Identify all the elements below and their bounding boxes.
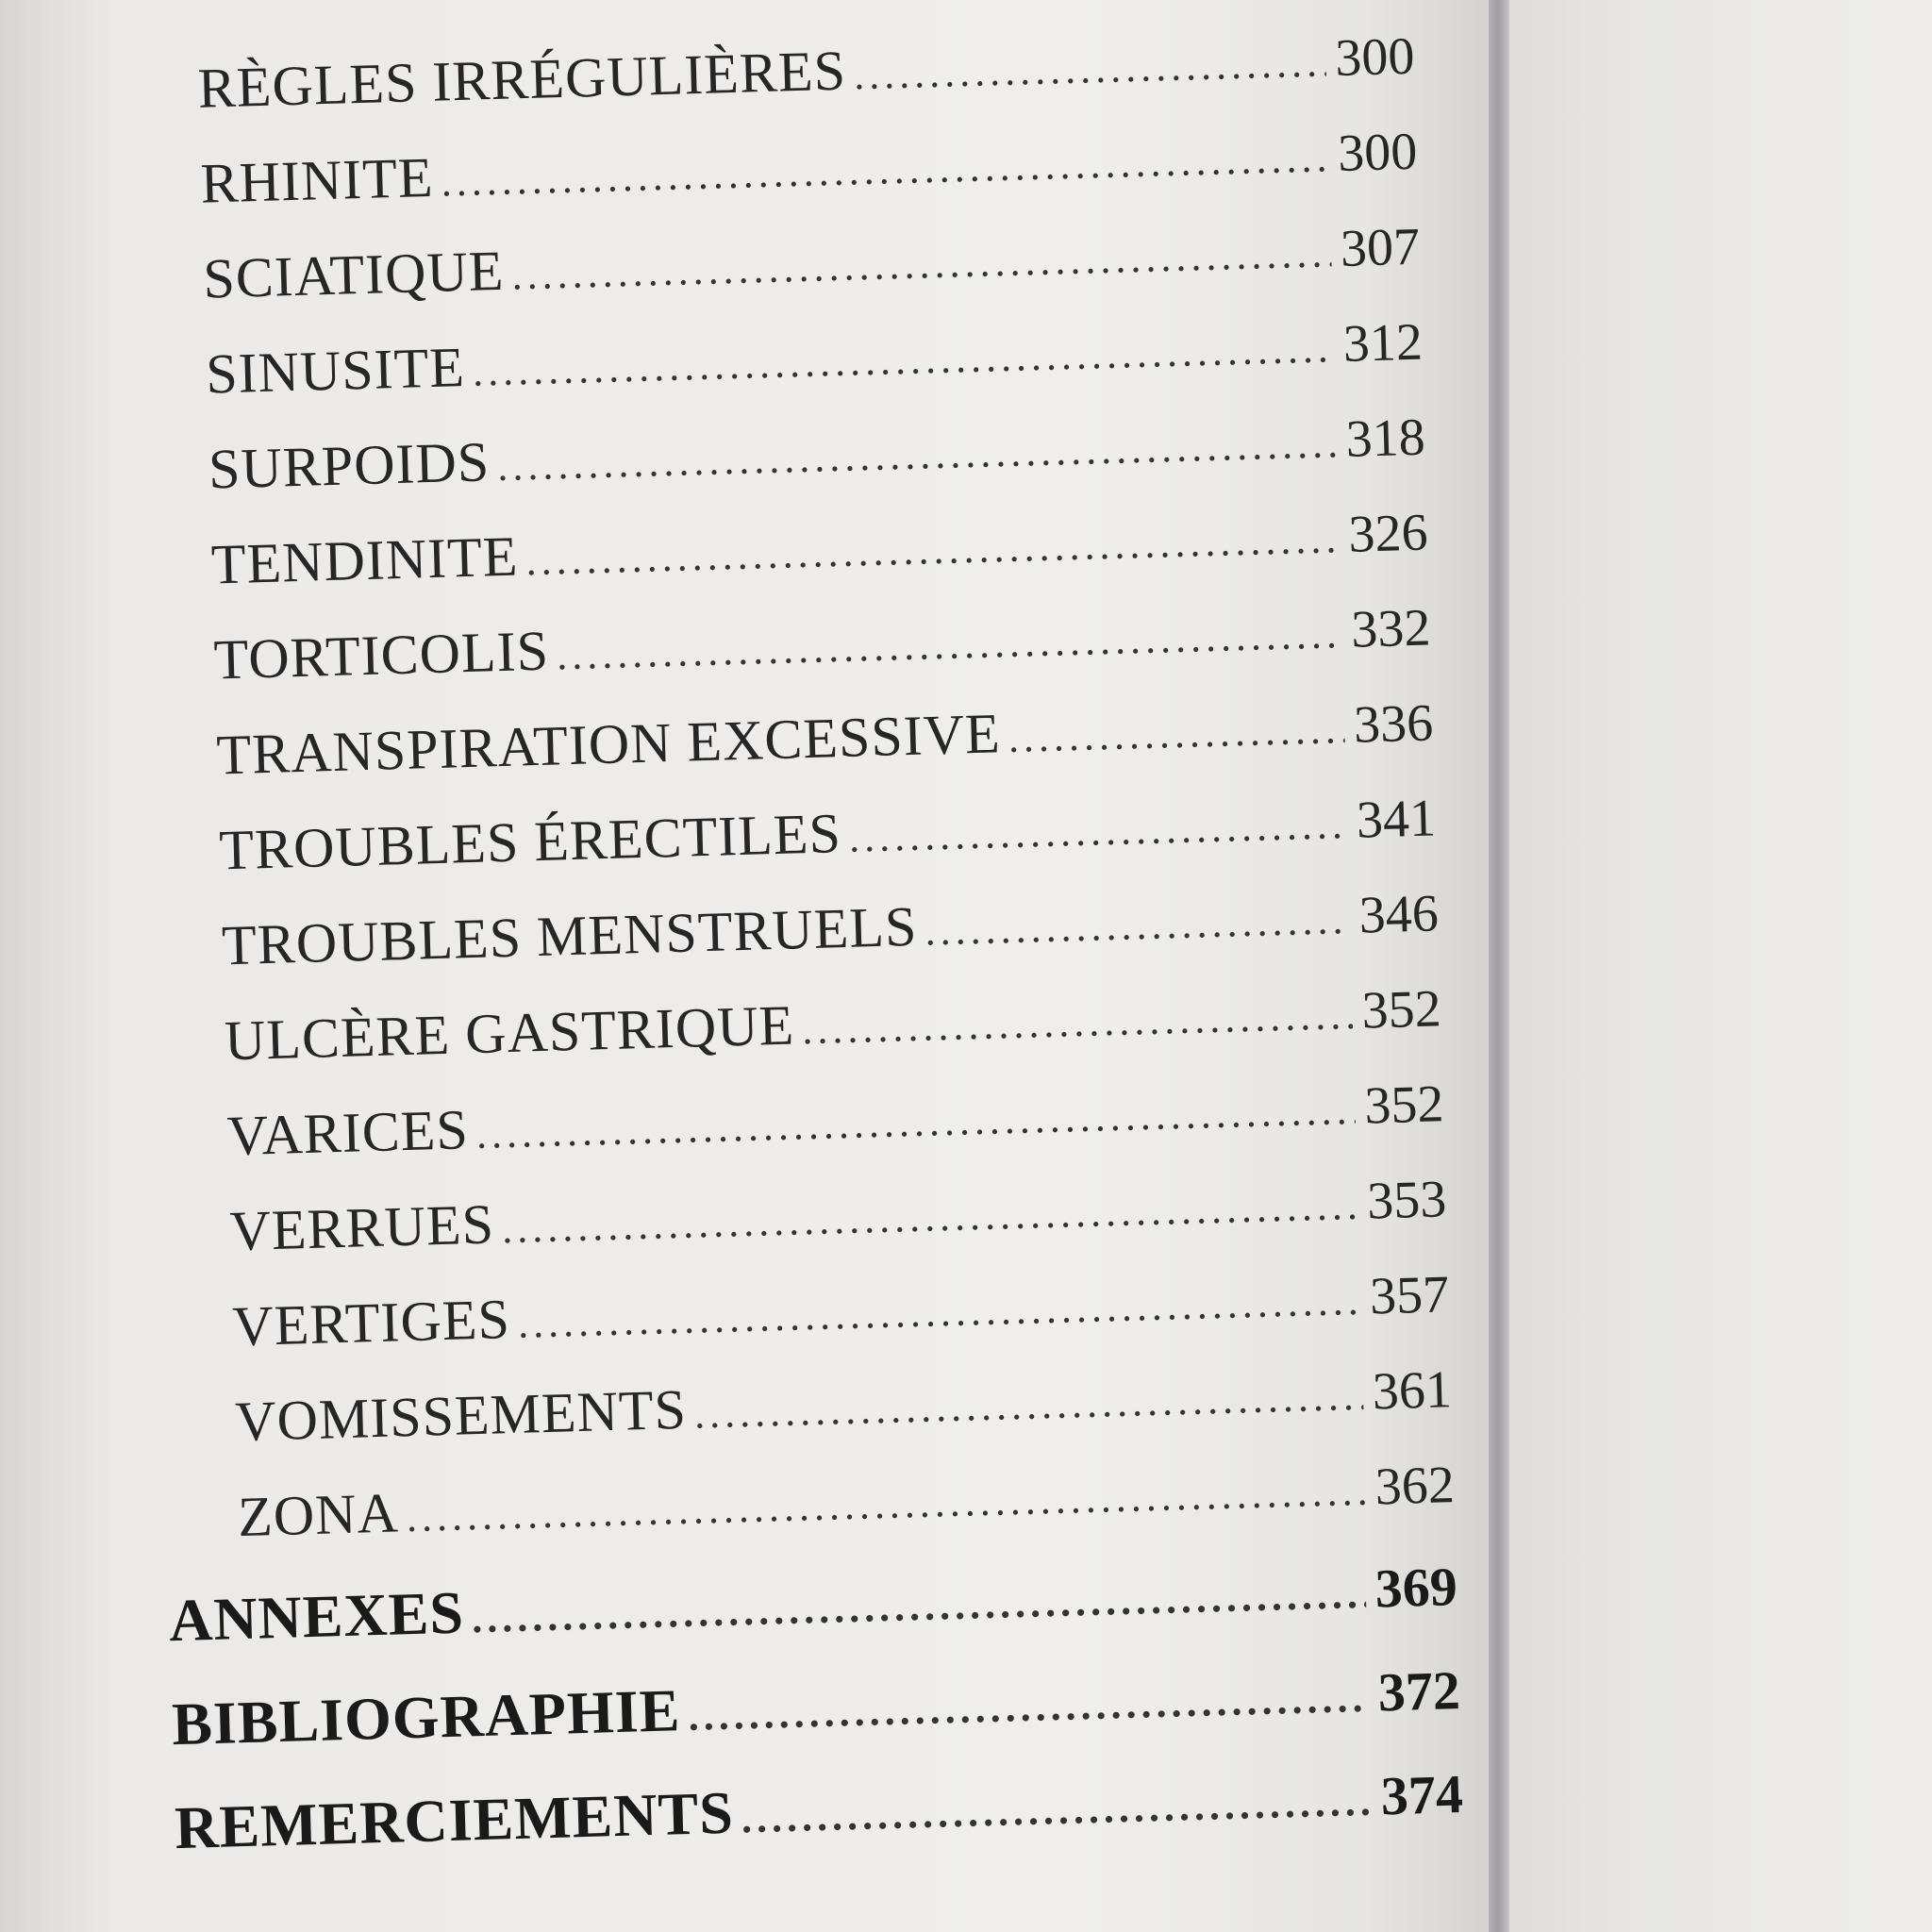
section-title: BIBLIOGRAPHIE xyxy=(171,1676,682,1758)
entry-page-number: 300 xyxy=(1337,122,1419,183)
dot-leader xyxy=(802,991,1354,1054)
entry-page-number: 361 xyxy=(1372,1360,1453,1422)
dot-leader xyxy=(471,1570,1366,1642)
entry-title: VERRUES xyxy=(228,1192,495,1263)
entry-page-number: 312 xyxy=(1342,312,1424,374)
toc-entry[interactable] xyxy=(216,689,1434,788)
toc-entry[interactable] xyxy=(234,1356,1452,1455)
toc-entry[interactable] xyxy=(232,1260,1450,1359)
entry-page-number: 352 xyxy=(1360,979,1442,1041)
toc-entry[interactable] xyxy=(229,1165,1447,1264)
entry-page-number: 336 xyxy=(1353,693,1434,755)
entry-page-number: 357 xyxy=(1369,1265,1450,1326)
entry-title: SCIATIQUE xyxy=(202,239,506,310)
toc-section[interactable] xyxy=(174,1757,1464,1863)
entry-page-number: 307 xyxy=(1340,217,1421,278)
entry-page-number: 326 xyxy=(1347,503,1429,564)
toc-section[interactable] xyxy=(171,1654,1461,1759)
dot-leader xyxy=(406,1467,1366,1541)
dot-leader xyxy=(556,609,1342,679)
toc-entry[interactable] xyxy=(205,308,1423,408)
entry-title: ULCÈRE GASTRIQUE xyxy=(224,993,796,1073)
section-page-number: 372 xyxy=(1376,1659,1461,1724)
toc-entry[interactable] xyxy=(237,1451,1455,1550)
entry-title: SINUSITE xyxy=(205,335,466,406)
toc-section[interactable] xyxy=(168,1550,1458,1656)
dot-leader xyxy=(525,514,1341,585)
entry-title: RHINITE xyxy=(199,145,435,215)
entry-page-number: 341 xyxy=(1356,789,1437,850)
entry-title: TROUBLES ÉRECTILES xyxy=(218,802,842,882)
toc-entry[interactable] xyxy=(224,974,1441,1074)
toc-entry[interactable] xyxy=(226,1070,1444,1169)
toc-entry[interactable] xyxy=(221,879,1439,978)
section-title: REMERCIEMENTS xyxy=(174,1778,735,1862)
entry-title: TRANSPIRATION EXCESSIVE xyxy=(215,702,1002,787)
toc-entry[interactable] xyxy=(200,118,1418,217)
entry-title: VARICES xyxy=(225,1098,470,1168)
dot-leader xyxy=(741,1777,1373,1843)
dot-leader xyxy=(853,38,1326,99)
entry-page-number: 318 xyxy=(1344,408,1426,469)
toc-entry[interactable] xyxy=(213,593,1431,692)
entry-title: SURPOIDS xyxy=(208,430,491,501)
toc-entry[interactable] xyxy=(208,404,1425,503)
entry-title: TENDINITE xyxy=(210,525,520,596)
dot-leader xyxy=(924,895,1351,956)
dot-leader xyxy=(501,1181,1358,1253)
dot-leader xyxy=(517,1276,1361,1348)
page-edge xyxy=(1489,0,1509,1932)
toc-entry[interactable] xyxy=(218,784,1436,883)
section-page-number: 374 xyxy=(1379,1762,1464,1827)
entry-title: VERTIGES xyxy=(231,1288,511,1358)
background-surface xyxy=(1509,0,1932,1932)
entry-title: RÈGLES IRRÉGULIÈRES xyxy=(196,39,847,120)
section-title: ANNEXES xyxy=(168,1578,465,1655)
toc-entry[interactable] xyxy=(197,23,1415,122)
toc-entry[interactable] xyxy=(203,213,1421,312)
entry-page-number: 300 xyxy=(1334,26,1416,89)
dot-leader xyxy=(441,133,1329,206)
entry-page-number: 346 xyxy=(1357,884,1440,945)
dot-leader xyxy=(848,800,1348,862)
entry-page-number: 353 xyxy=(1366,1170,1448,1231)
dot-leader xyxy=(688,1674,1370,1740)
toc-entry[interactable] xyxy=(210,499,1428,598)
entry-title: TORTICOLIS xyxy=(212,619,550,691)
dot-leader xyxy=(693,1372,1363,1439)
entry-title: VOMISSEMENTS xyxy=(234,1377,688,1454)
entry-title: ZONA xyxy=(237,1481,400,1549)
dot-leader xyxy=(497,419,1338,491)
entry-page-number: 332 xyxy=(1350,598,1432,659)
dot-leader xyxy=(1008,705,1345,762)
entry-page-number: 362 xyxy=(1374,1456,1456,1517)
entry-page-number: 352 xyxy=(1363,1074,1445,1136)
dot-leader xyxy=(475,1086,1356,1158)
entry-title: TROUBLES MENSTRUELS xyxy=(221,894,919,977)
dot-leader xyxy=(472,324,1334,395)
section-page-number: 369 xyxy=(1374,1556,1458,1620)
dot-leader xyxy=(511,228,1332,299)
